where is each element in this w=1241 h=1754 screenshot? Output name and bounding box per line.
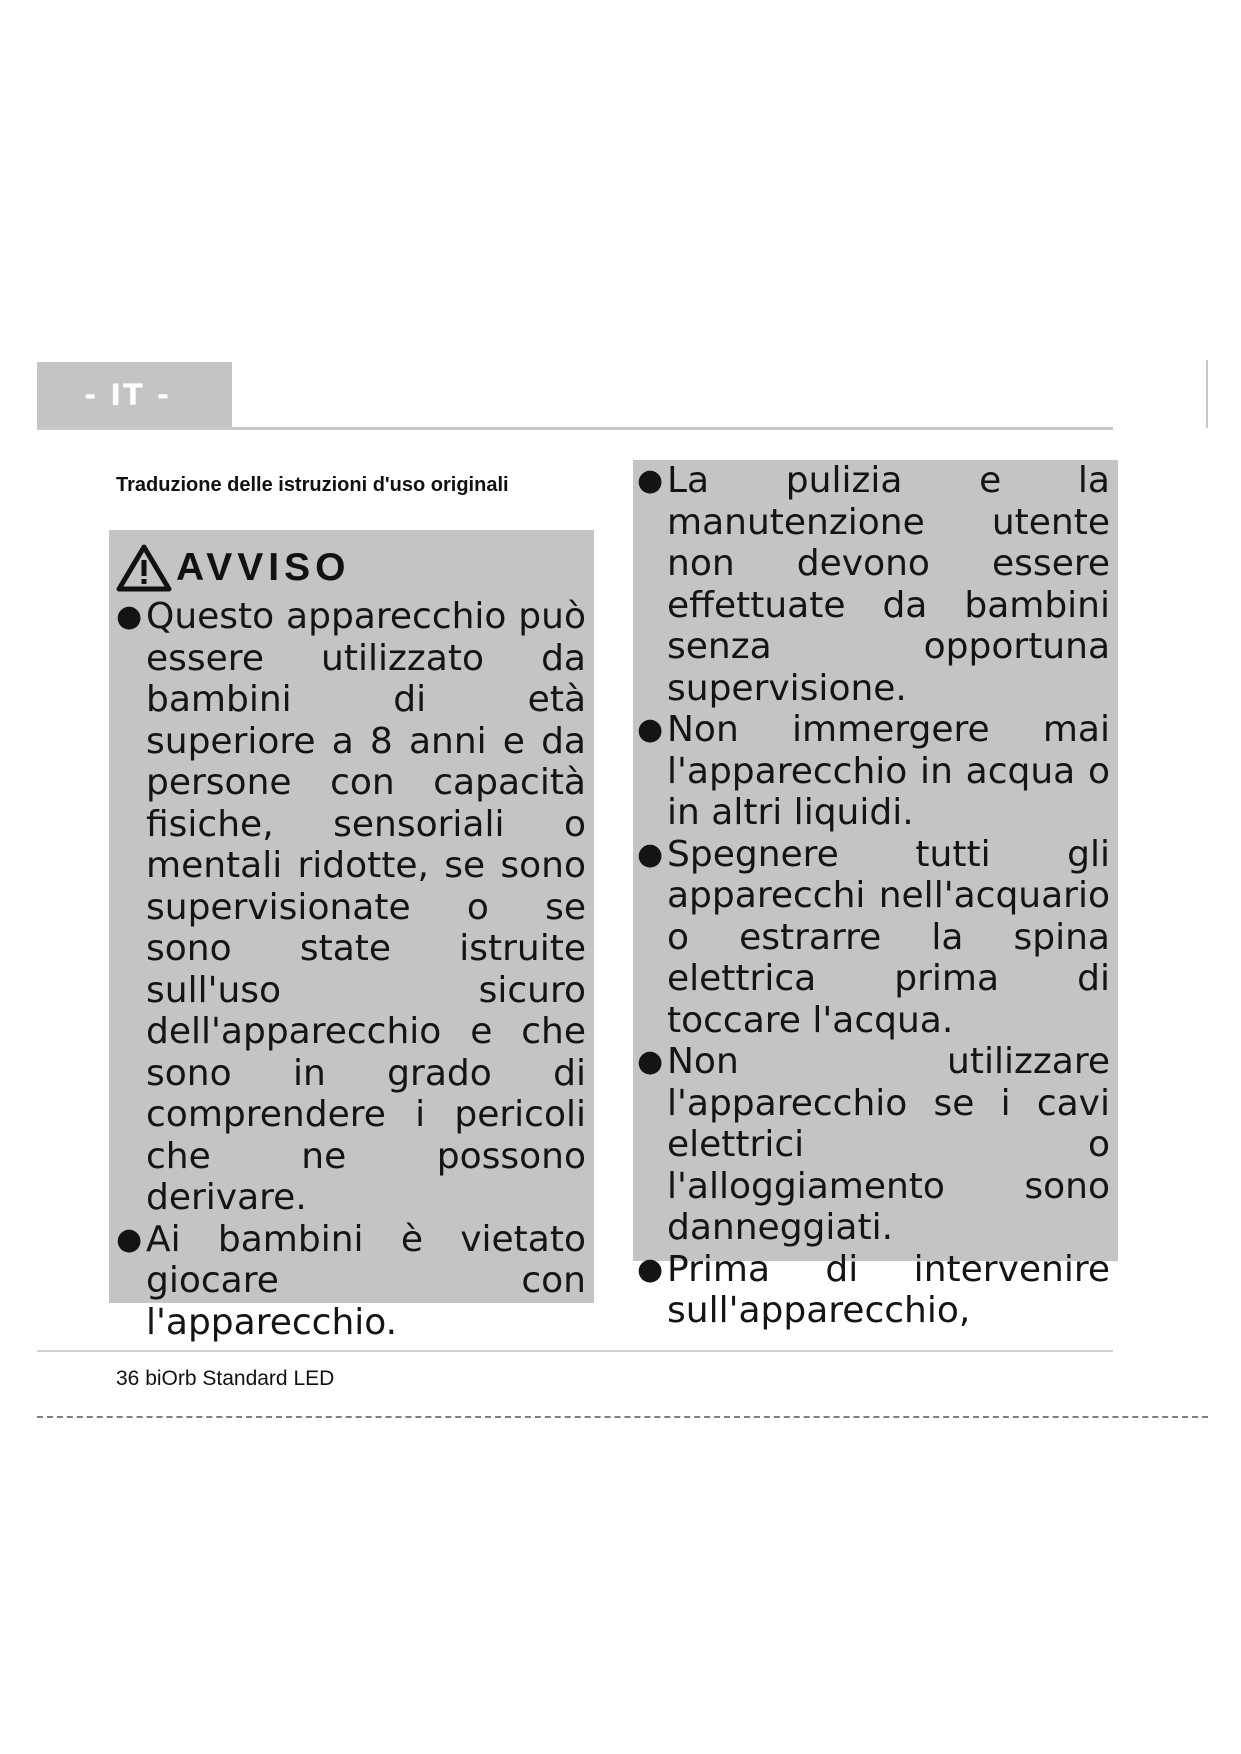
warning-triangle-icon: [116, 543, 172, 593]
bullet-text: Non immergere mai l'apparecchio in acqua o in altri liquidi.: [667, 709, 1110, 833]
language-tab: - IT -: [37, 362, 232, 428]
warning-header: [116, 542, 586, 594]
bullet-icon: ●: [637, 712, 664, 747]
bullet-text: Questo apparecchio può essere utilizzato da bambini di età superiore a 8 anni e da persone con capacità fisiche, sensoriali o mentali ridotte, se sono supervisionate o se sono state istruite sull'uso sicuro dell'apparecchio e che sono in grado di comprendere i pericoli che ne possono derivare.: [146, 596, 586, 1218]
safety-bullet: [637, 1041, 1110, 1249]
page-footer: 36 biOrb Standard LED: [116, 1367, 335, 1390]
warning-box: [109, 530, 594, 1343]
bullet-text: Spegnere tutti gli apparecchi nell'acquario o estrarre la spina elettrica prima di toccare l'acqua.: [667, 833, 1110, 1041]
safety-bullet: [637, 834, 1110, 1042]
bullet-icon: ●: [637, 463, 664, 498]
warning-title: AVVISO: [176, 546, 351, 590]
bullet-icon: ●: [116, 1221, 143, 1257]
document-subtitle: Traduzione delle istruzioni d'uso originali: [116, 474, 509, 496]
footer-divider: [37, 1350, 1113, 1352]
warning-bullet: [116, 596, 586, 1219]
bullet-text: La pulizia e la manutenzione utente non devono essere effettuate da bambini senza opportuna supervisione.: [667, 460, 1110, 709]
bullet-icon: ●: [637, 836, 664, 872]
bullet-text: Ai bambini è vietato giocare con l'apparecchio.: [146, 1218, 586, 1343]
header-divider: [37, 427, 1113, 430]
edge-mark: [1206, 360, 1208, 428]
bullet-icon: ●: [116, 599, 143, 634]
bullet-icon: ●: [637, 1044, 664, 1079]
bullet-text: Non utilizzare l'apparecchio se i cavi elettrici o l'alloggiamento sono danneggiati.: [667, 1041, 1110, 1248]
bullet-icon: ●: [637, 1251, 664, 1287]
safety-bullet: [637, 1249, 1110, 1332]
warning-bullet: [116, 1219, 586, 1344]
safety-box: [633, 460, 1118, 1331]
safety-bullet: [637, 709, 1110, 834]
page-bottom-edge: [37, 1416, 1208, 1418]
bullet-text: Prima di intervenire sull'apparecchio,: [667, 1248, 1110, 1331]
safety-bullet: [637, 460, 1110, 709]
